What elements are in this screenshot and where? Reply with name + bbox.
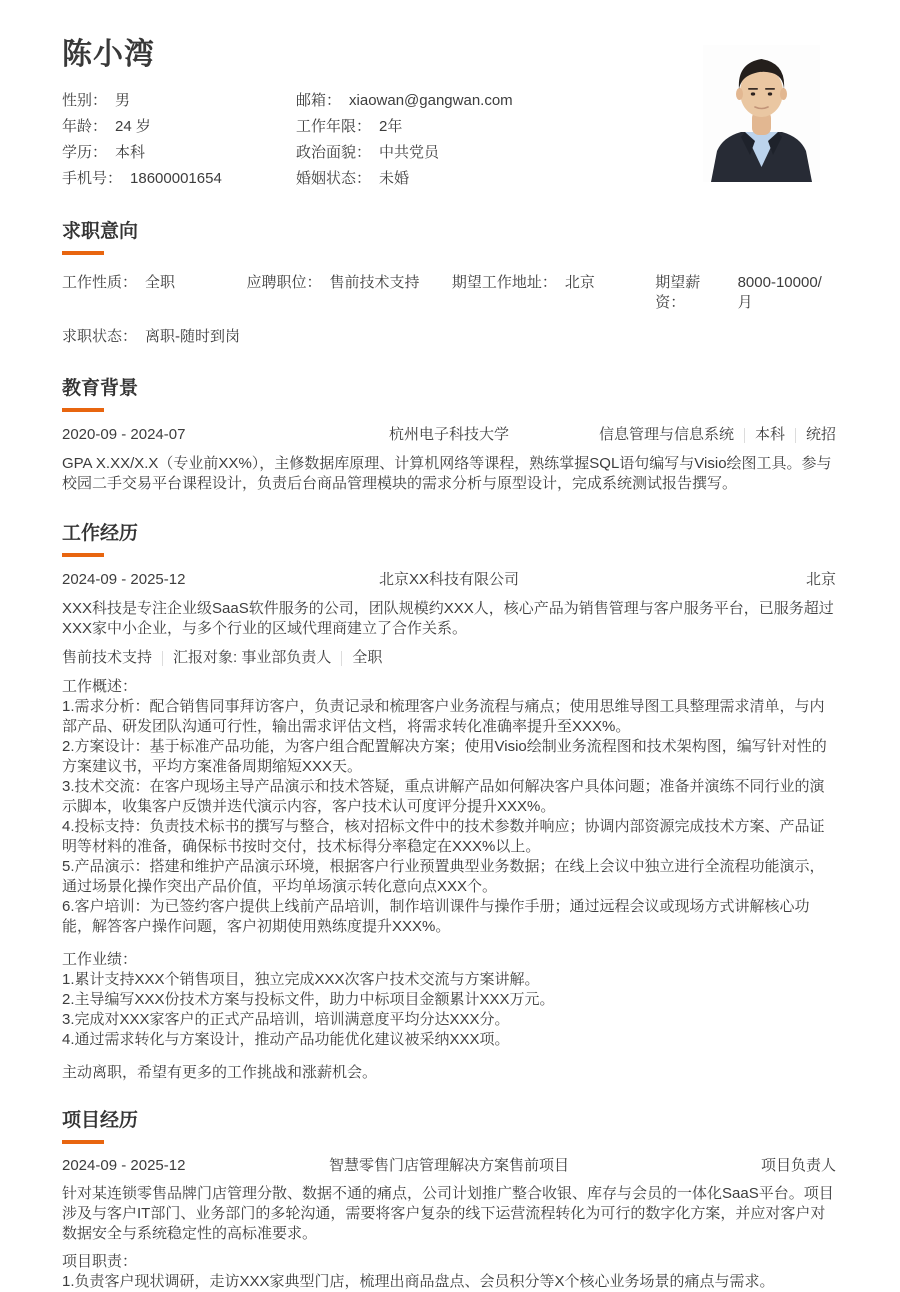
info-label: 政治面貌： xyxy=(296,144,372,161)
education-description: GPA X.XX/X.X（专业前XX%），主修数据库原理、计算机网络等课程，熟练掌握SQL语句编写与Visio绘图工具。参与校园二手交易平台课程设计，负责后台商品管理模块的需求分析与原型设计，完成系统测试报告撰写。 xyxy=(62,455,832,492)
info-label: 手机号： xyxy=(62,170,123,187)
field-label: 工作性质： xyxy=(62,274,138,291)
field-target-location xyxy=(452,273,655,313)
info-value: 本科 xyxy=(115,144,146,161)
info-label: 学历： xyxy=(62,144,108,161)
field-label: 期望薪资： xyxy=(655,274,701,311)
degree: 本科 xyxy=(754,426,785,443)
section-title: 求职意向 xyxy=(62,221,139,242)
work-period: 2024-09 - 2025-12 xyxy=(62,571,186,588)
work-overview-item: 4.投标支持：负责技术标书的撰写与整合，核对招标文件中的技术参数并响应；协调内部资源完成技术方案、产品证明等材料的准备，确保标书按时交付，技术标得分率稳定在XXX%以上。 xyxy=(62,818,825,855)
field-label: 期望工作地址： xyxy=(451,274,557,291)
field-job-nature xyxy=(62,273,247,313)
personal-info-left xyxy=(62,88,296,192)
work-overview-item: 3.技术交流：在客户现场主导产品演示和技术答疑，重点讲解产品如何解决客户具体问题；准备并演练不同行业的演示脚本，收集客户反馈并迭代演示内容，客户技术认可度评分提升XXX%。 xyxy=(62,778,825,815)
section-project-experience xyxy=(62,1109,836,1292)
report-to: 汇报对象: 事业部负责人 xyxy=(173,649,332,666)
work-overview-item: 5.产品演示：搭建和维护产品演示环境，根据客户行业预置典型业务数据；在线上会议中独立进行全流程功能演示，通过场景化操作突出产品价值，平均单场演示转化意向点XXX个。 xyxy=(62,858,825,895)
section-title: 教育背景 xyxy=(62,378,139,399)
project-meta-row xyxy=(62,1156,836,1176)
info-value: xiaowan@gangwan.com xyxy=(349,92,513,109)
info-label: 年龄： xyxy=(62,118,108,135)
section-title: 工作经历 xyxy=(62,523,139,544)
field-target-position xyxy=(247,273,452,313)
candidate-name: 陈小湾 xyxy=(62,38,155,71)
project-role: 项目负责人 xyxy=(761,1157,837,1174)
school-name: 杭州电子科技大学 xyxy=(389,426,510,443)
leave-reason: 主动离职，希望有更多的工作挑战和涨薪机会。 xyxy=(62,1064,378,1081)
info-value: 男 xyxy=(115,92,131,109)
field-expected-salary xyxy=(655,273,836,313)
project-name: 智慧零售门店管理解决方案售前项目 xyxy=(329,1157,570,1174)
job-intention-row-2 xyxy=(62,327,836,347)
job-intention-row-1 xyxy=(62,273,836,313)
accent-bar xyxy=(62,408,104,412)
section-education xyxy=(62,377,836,494)
section-work-experience xyxy=(62,522,836,1083)
field-job-status xyxy=(62,327,240,347)
project-duties xyxy=(62,1252,836,1292)
info-value: 18600001654 xyxy=(130,170,222,187)
info-row-phone xyxy=(62,166,296,192)
work-overview-title: 工作概述： xyxy=(62,678,138,695)
work-overview xyxy=(62,677,836,937)
separator xyxy=(341,651,342,666)
position-line xyxy=(62,648,836,668)
work-overview-item: 2.方案设计：基于标准产品功能，为客户组合配置解决方案；使用Visio绘制业务流程图和技术架构图，编写针对性的方案建议书，平均方案准备周期缩短XXX天。 xyxy=(62,738,827,775)
info-row-gender xyxy=(62,88,296,114)
field-value: 全职 xyxy=(145,274,176,291)
info-row-education xyxy=(62,140,296,166)
work-achievement-item: 3.完成对XXX家客户的正式产品培训，培训满意度平均分达XXX分。 xyxy=(62,1011,510,1028)
accent-bar xyxy=(62,251,104,255)
project-period: 2024-09 - 2025-12 xyxy=(62,1157,186,1174)
accent-bar xyxy=(62,1140,104,1144)
company-name: 北京XX科技有限公司 xyxy=(379,571,520,588)
info-value: 2年 xyxy=(379,118,403,135)
field-label: 求职状态： xyxy=(62,328,138,345)
field-value: 离职-随时到岗 xyxy=(145,328,241,345)
separator xyxy=(795,428,796,443)
section-title: 项目经历 xyxy=(62,1110,139,1131)
major: 信息管理与信息系统 xyxy=(598,426,734,443)
education-detail xyxy=(509,425,836,445)
work-location: 北京 xyxy=(806,571,837,588)
work-overview-item: 1.需求分析：配合销售同事拜访客户，负责记录和梳理客户业务流程与痛点；使用思维导图工具整理需求清单，与内部产品、研发团队沟通可行性，输出需求评估文档，将需求转化准确率提升至XXX%。 xyxy=(62,698,825,735)
field-label: 应聘职位： xyxy=(246,274,322,291)
project-description: 针对某连锁零售品牌门店管理分散、数据不通的痛点，公司计划推广整合收银、库存与会员的一体化SaaS平台。项目涉及与客户IT部门、业务部门的多轮沟通，需要将客户复杂的线下运营流程转化为可行的数字化方案，并应对客户对数据安全与系统稳定性的高标准要求。 xyxy=(62,1185,834,1242)
section-job-intention xyxy=(62,220,836,347)
project-duty-item: 1.负责客户现状调研，走访XXX家典型门店，梳理出商品盘点、会员积分等X个核心业务场景的痛点与需求。 xyxy=(62,1273,775,1290)
info-label: 工作年限： xyxy=(296,118,372,135)
work-meta-row xyxy=(62,570,836,590)
field-value: 8000-10000/月 xyxy=(737,274,822,311)
separator xyxy=(162,651,163,666)
field-value: 售前技术支持 xyxy=(329,274,420,291)
accent-bar xyxy=(62,553,104,557)
project-duties-title: 项目职责： xyxy=(62,1253,138,1270)
info-value: 中共党员 xyxy=(379,144,440,161)
work-achievement-item: 4.通过需求转化与方案设计，推动产品功能优化建议被采纳XXX项。 xyxy=(62,1031,510,1048)
education-meta-row xyxy=(62,425,836,445)
work-achievements-title: 工作业绩： xyxy=(62,951,138,968)
job-type: 全职 xyxy=(352,649,383,666)
person-illustration xyxy=(703,45,820,182)
info-row-age xyxy=(62,114,296,140)
enroll-type: 统招 xyxy=(806,426,837,443)
position-title: 售前技术支持 xyxy=(62,649,153,666)
info-value: 未婚 xyxy=(379,170,410,187)
work-achievement-item: 1.累计支持XXX个销售项目，独立完成XXX次客户技术交流与方案讲解。 xyxy=(62,971,540,988)
info-label: 邮箱： xyxy=(296,92,342,109)
separator xyxy=(744,428,745,443)
info-value: 24 岁 xyxy=(115,118,151,135)
field-value: 北京 xyxy=(564,274,595,291)
info-label: 婚姻状态： xyxy=(296,170,372,187)
profile-photo xyxy=(703,45,820,182)
company-intro: XXX科技是专注企业级SaaS软件服务的公司，团队规模约XXX人，核心产品为销售管理与客户服务平台，已服务超过XXX家中小企业，与多个行业的区域代理商建立了合作关系。 xyxy=(62,600,834,637)
work-achievements xyxy=(62,950,836,1050)
education-period: 2020-09 - 2024-07 xyxy=(62,426,186,443)
work-achievement-item: 2.主导编写XXX份技术方案与投标文件，助力中标项目金额累计XXX万元。 xyxy=(62,991,555,1008)
work-overview-item: 6.客户培训：为已签约客户提供上线前产品培训，制作培训课件与操作手册；通过远程会议或现场方式讲解核心功能，解答客户操作问题，客户初期使用熟练度提升XXX%。 xyxy=(62,898,810,935)
info-label: 性别： xyxy=(62,92,108,109)
